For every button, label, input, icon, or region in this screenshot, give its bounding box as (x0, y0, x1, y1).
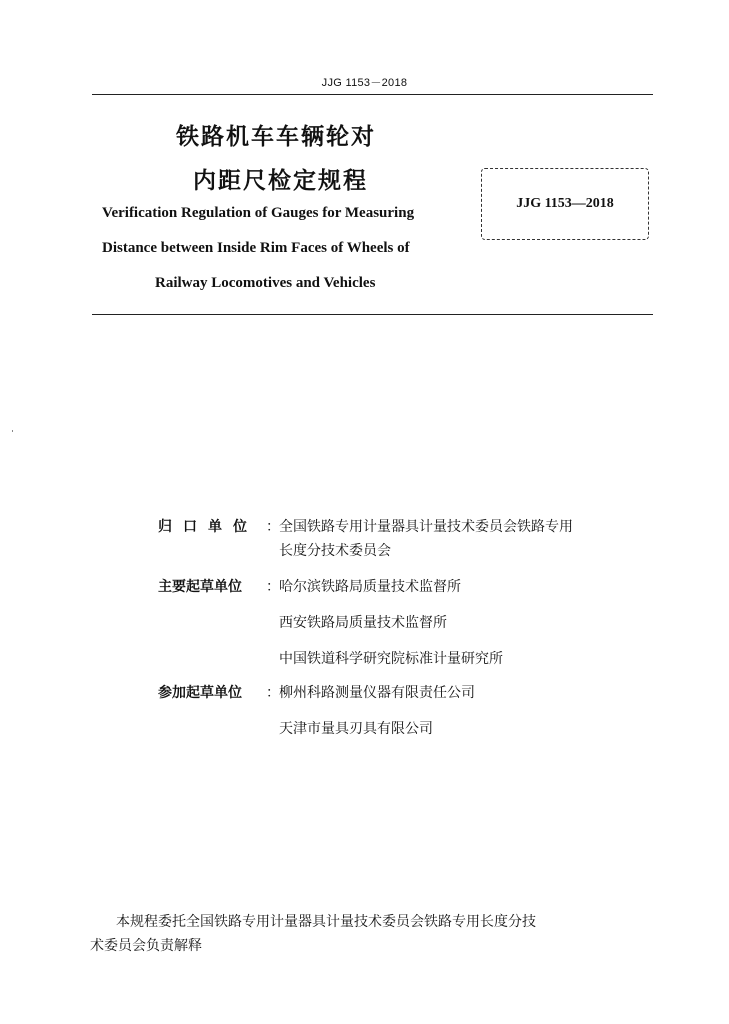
header-divider (92, 94, 653, 95)
title-divider (92, 314, 653, 315)
scan-speck (12, 430, 13, 432)
chinese-title-line-1: 铁路机车车辆轮对 (176, 124, 376, 150)
main-drafter-row-3 (0, 649, 729, 669)
standard-code-box (481, 168, 649, 240)
admin-unit-row (0, 517, 729, 537)
main-drafter-row-1 (0, 577, 729, 597)
english-title-line-3: Railway Locomotives and Vehicles (155, 275, 376, 291)
main-drafter-3: 中国铁道科学研究院标准计量研究所 (279, 651, 503, 667)
english-title-line-1: Verification Regulation of Gauges for Measuring (102, 205, 415, 221)
admin-unit-colon: ： (266, 519, 280, 535)
chinese-title-line-2: 内距尺检定规程 (193, 168, 368, 194)
interpretation-note-line-2: 术委员会负责解释 (90, 938, 202, 954)
main-drafter-row-2 (0, 613, 729, 633)
joint-drafter-row-1 (0, 683, 729, 703)
joint-drafter-label: 参加起草单位 (158, 685, 242, 701)
main-drafter-colon: ： (266, 579, 280, 595)
admin-unit-value-line-1: 全国铁路专用计量器具计量技术委员会铁路专用 (279, 519, 573, 535)
main-drafter-label: 主要起草单位 (158, 579, 242, 595)
joint-drafter-2: 天津市量具刃具有限公司 (279, 721, 433, 737)
joint-drafter-row-2 (0, 719, 729, 739)
admin-unit-row-cont (0, 541, 729, 561)
joint-drafter-colon: ： (266, 685, 280, 701)
document-code-header: JJG 1153－2018 (321, 77, 408, 89)
joint-drafter-1: 柳州科路测量仪器有限责任公司 (279, 685, 475, 701)
admin-unit-label: 归口单位 (158, 519, 258, 535)
main-drafter-1: 哈尔滨铁路局质量技术监督所 (279, 579, 461, 595)
admin-unit-value-line-2: 长度分技术委员会 (279, 543, 391, 559)
standard-code-text: JJG 1153—2018 (516, 196, 614, 211)
interpretation-note-line-1: 本规程委托全国铁路专用计量器具计量技术委员会铁路专用长度分技 (116, 914, 536, 930)
main-drafter-2: 西安铁路局质量技术监督所 (279, 615, 447, 631)
english-title-line-2: Distance between Inside Rim Faces of Wheels of (102, 240, 410, 256)
